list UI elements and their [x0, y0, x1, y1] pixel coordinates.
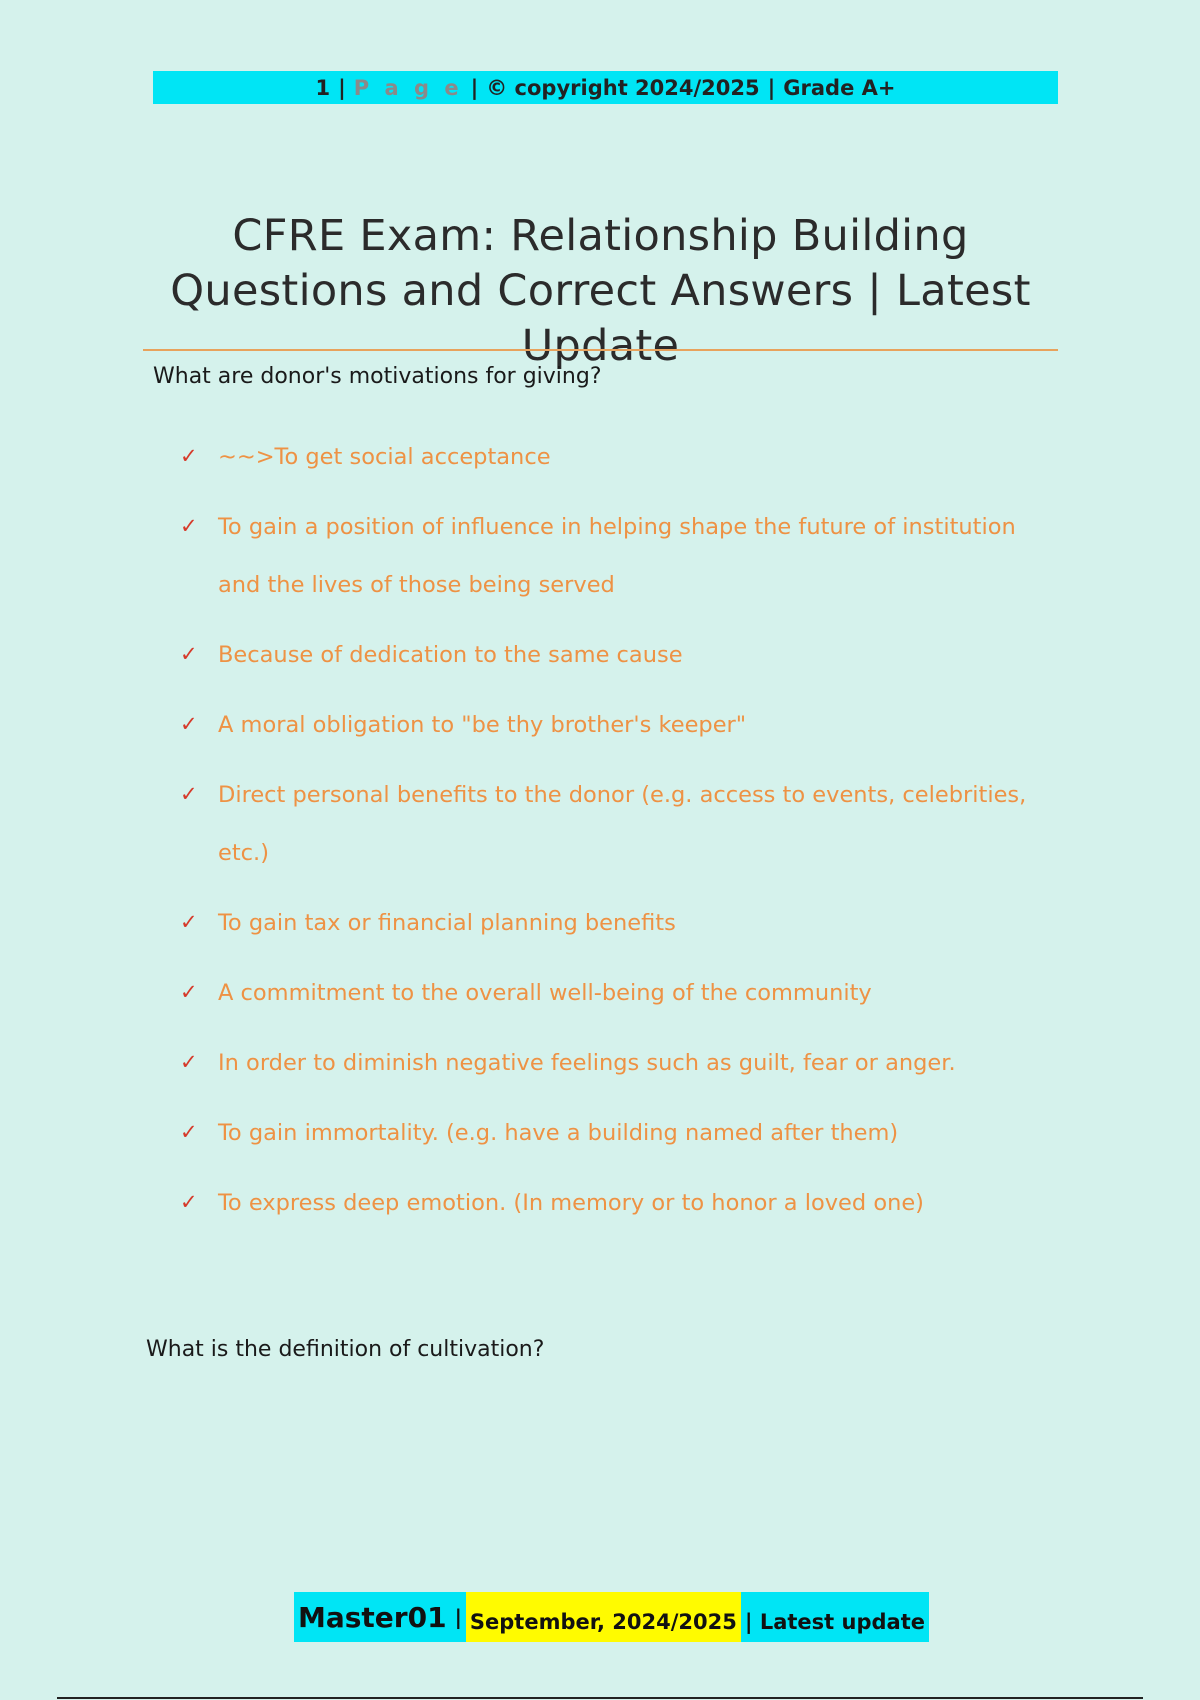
answer-list: [180, 428, 1060, 1244]
answer-text: Because of dedication to the same cause: [218, 642, 683, 668]
header-separator: |: [767, 75, 776, 100]
question-cultivation: What is the definition of cultivation?: [146, 1337, 545, 1362]
page-label: P a g e: [353, 75, 463, 100]
page-header: [153, 71, 1058, 104]
header-separator: |: [470, 75, 479, 100]
footer-author: Master01: [294, 1592, 451, 1642]
answer-text: To express deep emotion. (In memory or to honor a loved one): [218, 1190, 924, 1216]
footer-separator: |: [451, 1592, 466, 1642]
answer-item: [180, 626, 1060, 684]
checkmark-icon: ✓: [180, 1120, 198, 1144]
answer-item: [180, 964, 1060, 1022]
answer-item: [180, 1104, 1060, 1162]
checkmark-icon: ✓: [180, 642, 198, 666]
checkmark-icon: ✓: [180, 514, 198, 538]
checkmark-icon: ✓: [180, 910, 198, 934]
checkmark-icon: ✓: [180, 712, 198, 736]
answer-text: To gain immortality. (e.g. have a building named after them): [218, 1120, 899, 1146]
footer-latest-update: | Latest update: [741, 1592, 929, 1642]
page-number: 1: [315, 75, 331, 100]
checkmark-icon: ✓: [180, 980, 198, 1004]
answer-item: [180, 428, 1060, 486]
document-title: CFRE Exam: Relationship Building Questions and Correct Answers | Latest Update: [170, 210, 1031, 371]
answer-item: [180, 696, 1060, 754]
checkmark-icon: ✓: [180, 444, 198, 468]
answer-item: [180, 894, 1060, 952]
checkmark-icon: ✓: [180, 782, 198, 806]
page-footer: [294, 1592, 929, 1642]
answer-text: A moral obligation to "be thy brother's keeper": [218, 712, 747, 738]
answer-text: To gain tax or financial planning benefits: [218, 910, 676, 936]
bottom-divider: [57, 1697, 1143, 1699]
checkmark-icon: ✓: [180, 1050, 198, 1074]
answer-text: A commitment to the overall well-being of the community: [218, 980, 872, 1006]
copyright-text: © copyright 2024/2025: [486, 75, 760, 100]
checkmark-icon: ✓: [180, 1190, 198, 1214]
header-separator: |: [338, 75, 346, 100]
answer-item: [180, 1174, 1060, 1232]
answer-text: To gain a position of influence in helping shape the future of institution and the lives of those being served: [218, 514, 1016, 598]
question-motivations: What are donor's motivations for giving?: [153, 364, 602, 389]
answer-item: [180, 498, 1060, 614]
answer-text: In order to diminish negative feelings such as guilt, fear or anger.: [218, 1050, 956, 1076]
title-divider: [143, 349, 1058, 351]
footer-date: September, 2024/2025: [466, 1592, 741, 1642]
answer-item: [180, 1034, 1060, 1092]
grade-text: Grade A+: [783, 75, 896, 100]
answer-item: [180, 766, 1060, 882]
answer-text: ~~>To get social acceptance: [218, 444, 551, 470]
answer-text: Direct personal benefits to the donor (e.g. access to events, celebrities, etc.): [218, 782, 1027, 866]
